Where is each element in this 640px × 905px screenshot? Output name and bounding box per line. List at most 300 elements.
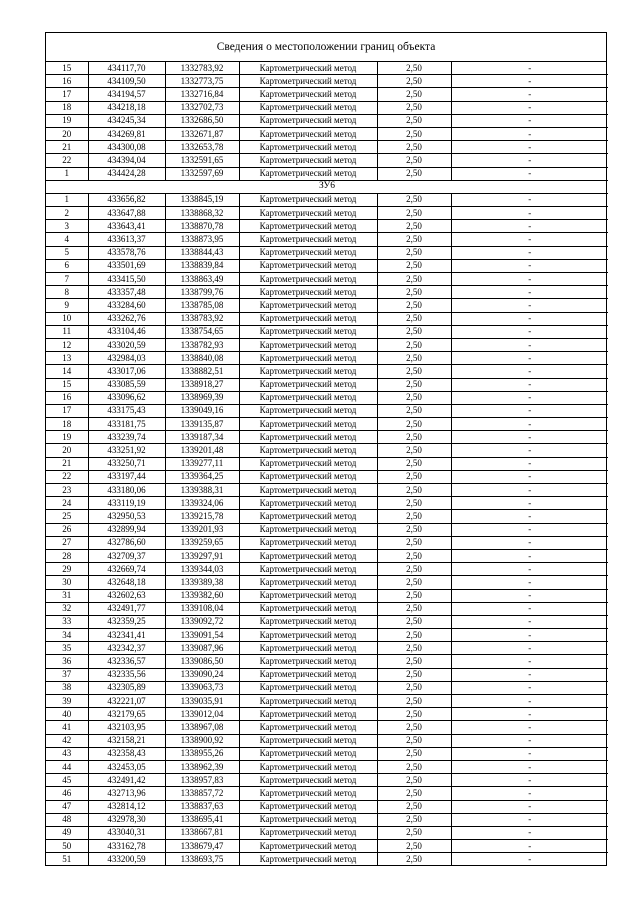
point-number: 51 bbox=[46, 853, 88, 866]
precision-cell: 2,50 bbox=[377, 207, 451, 220]
table-row bbox=[46, 114, 608, 127]
coord-x: 432950,53 bbox=[88, 510, 165, 523]
point-number: 1 bbox=[46, 167, 88, 180]
coord-x: 433643,41 bbox=[88, 220, 165, 233]
table-row bbox=[46, 286, 608, 299]
precision-cell: 2,50 bbox=[377, 576, 451, 589]
method-cell: Картометрический метод bbox=[239, 457, 377, 470]
coord-y: 1338967,08 bbox=[165, 721, 239, 734]
point-number: 19 bbox=[46, 114, 88, 127]
coord-y: 1339215,78 bbox=[165, 510, 239, 523]
point-number: 1 bbox=[46, 193, 88, 206]
coord-x: 432984,03 bbox=[88, 352, 165, 365]
description-cell: - bbox=[451, 536, 608, 549]
point-number: 11 bbox=[46, 325, 88, 338]
coord-y: 1332597,69 bbox=[165, 167, 239, 180]
method-cell: Картометрический метод bbox=[239, 826, 377, 839]
description-cell: - bbox=[451, 154, 608, 167]
table-row bbox=[46, 787, 608, 800]
precision-cell: 2,50 bbox=[377, 220, 451, 233]
point-number: 14 bbox=[46, 365, 88, 378]
description-cell: - bbox=[451, 338, 608, 351]
description-cell: - bbox=[451, 207, 608, 220]
precision-cell: 2,50 bbox=[377, 708, 451, 721]
point-number: 16 bbox=[46, 391, 88, 404]
table-row bbox=[46, 734, 608, 747]
table-row bbox=[46, 207, 608, 220]
coord-y: 1338695,41 bbox=[165, 813, 239, 826]
point-number: 31 bbox=[46, 589, 88, 602]
precision-cell: 2,50 bbox=[377, 589, 451, 602]
coord-x: 433578,76 bbox=[88, 246, 165, 259]
description-cell: - bbox=[451, 444, 608, 457]
point-number: 44 bbox=[46, 760, 88, 773]
precision-cell: 2,50 bbox=[377, 378, 451, 391]
precision-cell: 2,50 bbox=[377, 853, 451, 866]
coord-y: 1339035,91 bbox=[165, 695, 239, 708]
description-cell: - bbox=[451, 721, 608, 734]
point-number: 20 bbox=[46, 444, 88, 457]
description-cell: - bbox=[451, 88, 608, 101]
precision-cell: 2,50 bbox=[377, 312, 451, 325]
coord-x: 433180,06 bbox=[88, 484, 165, 497]
table-row bbox=[46, 615, 608, 628]
table-row bbox=[46, 589, 608, 602]
precision-cell: 2,50 bbox=[377, 655, 451, 668]
coord-y: 1332783,92 bbox=[165, 62, 239, 75]
coord-y: 1338785,08 bbox=[165, 299, 239, 312]
coord-y: 1338799,76 bbox=[165, 286, 239, 299]
table-row bbox=[46, 602, 608, 615]
precision-cell: 2,50 bbox=[377, 154, 451, 167]
coord-y: 1338839,84 bbox=[165, 259, 239, 272]
coord-y: 1339277,11 bbox=[165, 457, 239, 470]
precision-cell: 2,50 bbox=[377, 246, 451, 259]
method-cell: Картометрический метод bbox=[239, 378, 377, 391]
description-cell: - bbox=[451, 484, 608, 497]
coord-x: 432103,95 bbox=[88, 721, 165, 734]
coord-x: 434245,34 bbox=[88, 114, 165, 127]
table-row bbox=[46, 352, 608, 365]
precision-cell: 2,50 bbox=[377, 391, 451, 404]
table-title: Сведения о местоположении границ объекта bbox=[46, 33, 606, 62]
method-cell: Картометрический метод bbox=[239, 523, 377, 536]
description-cell: - bbox=[451, 391, 608, 404]
point-number: 27 bbox=[46, 536, 88, 549]
table-row bbox=[46, 840, 608, 853]
table-row bbox=[46, 708, 608, 721]
point-number: 29 bbox=[46, 563, 88, 576]
coord-x: 434394,04 bbox=[88, 154, 165, 167]
point-number: 42 bbox=[46, 734, 88, 747]
coord-x: 433040,31 bbox=[88, 826, 165, 839]
precision-cell: 2,50 bbox=[377, 75, 451, 88]
description-cell: - bbox=[451, 365, 608, 378]
method-cell: Картометрический метод bbox=[239, 444, 377, 457]
precision-cell: 2,50 bbox=[377, 418, 451, 431]
table-row bbox=[46, 813, 608, 826]
coord-x: 434194,57 bbox=[88, 88, 165, 101]
description-cell: - bbox=[451, 576, 608, 589]
point-number: 37 bbox=[46, 668, 88, 681]
method-cell: Картометрический метод bbox=[239, 312, 377, 325]
description-cell: - bbox=[451, 127, 608, 140]
precision-cell: 2,50 bbox=[377, 668, 451, 681]
method-cell: Картометрический метод bbox=[239, 536, 377, 549]
coord-x: 432359,25 bbox=[88, 615, 165, 628]
precision-cell: 2,50 bbox=[377, 167, 451, 180]
table-row bbox=[46, 629, 608, 642]
method-cell: Картометрический метод bbox=[239, 338, 377, 351]
method-cell: Картометрический метод bbox=[239, 576, 377, 589]
method-cell: Картометрический метод bbox=[239, 220, 377, 233]
coord-y: 1338957,83 bbox=[165, 774, 239, 787]
point-number: 12 bbox=[46, 338, 88, 351]
point-number: 30 bbox=[46, 576, 88, 589]
coord-y: 1339135,87 bbox=[165, 418, 239, 431]
coord-y: 1338955,26 bbox=[165, 747, 239, 760]
description-cell: - bbox=[451, 457, 608, 470]
precision-cell: 2,50 bbox=[377, 629, 451, 642]
point-number: 50 bbox=[46, 840, 88, 853]
coord-x: 433181,75 bbox=[88, 418, 165, 431]
coord-y: 1332716,84 bbox=[165, 88, 239, 101]
method-cell: Картометрический метод bbox=[239, 813, 377, 826]
description-cell: - bbox=[451, 114, 608, 127]
point-number: 33 bbox=[46, 615, 88, 628]
description-cell: - bbox=[451, 695, 608, 708]
coord-x: 432336,57 bbox=[88, 655, 165, 668]
point-number: 19 bbox=[46, 431, 88, 444]
method-cell: Картометрический метод bbox=[239, 431, 377, 444]
coord-y: 1339092,72 bbox=[165, 615, 239, 628]
method-cell: Картометрический метод bbox=[239, 787, 377, 800]
coord-y: 1339388,31 bbox=[165, 484, 239, 497]
coord-y: 1338863,49 bbox=[165, 273, 239, 286]
coord-y: 1338857,72 bbox=[165, 787, 239, 800]
coord-y: 1338667,81 bbox=[165, 826, 239, 839]
description-cell: - bbox=[451, 840, 608, 853]
table-row bbox=[46, 695, 608, 708]
coord-y: 1338969,39 bbox=[165, 391, 239, 404]
coord-y: 1338870,78 bbox=[165, 220, 239, 233]
coord-x: 434300,08 bbox=[88, 141, 165, 154]
precision-cell: 2,50 bbox=[377, 273, 451, 286]
precision-cell: 2,50 bbox=[377, 325, 451, 338]
coord-x: 434218,18 bbox=[88, 101, 165, 114]
point-number: 3 bbox=[46, 220, 88, 233]
table-row bbox=[46, 378, 608, 391]
table-row bbox=[46, 760, 608, 773]
table-row bbox=[46, 325, 608, 338]
point-number: 16 bbox=[46, 75, 88, 88]
method-cell: Картометрический метод bbox=[239, 114, 377, 127]
precision-cell: 2,50 bbox=[377, 457, 451, 470]
coord-x: 432602,63 bbox=[88, 589, 165, 602]
method-cell: Картометрический метод bbox=[239, 233, 377, 246]
point-number: 39 bbox=[46, 695, 88, 708]
method-cell: Картометрический метод bbox=[239, 681, 377, 694]
description-cell: - bbox=[451, 431, 608, 444]
table-row bbox=[46, 193, 608, 206]
section-row bbox=[46, 180, 608, 193]
description-cell: - bbox=[451, 497, 608, 510]
coord-y: 1338679,47 bbox=[165, 840, 239, 853]
point-number: 21 bbox=[46, 141, 88, 154]
coord-x: 433239,74 bbox=[88, 431, 165, 444]
method-cell: Картометрический метод bbox=[239, 840, 377, 853]
precision-cell: 2,50 bbox=[377, 721, 451, 734]
section-label: ЗУ6 bbox=[46, 180, 608, 193]
table-row bbox=[46, 391, 608, 404]
method-cell: Картометрический метод bbox=[239, 629, 377, 642]
description-cell: - bbox=[451, 602, 608, 615]
method-cell: Картометрический метод bbox=[239, 418, 377, 431]
point-number: 5 bbox=[46, 246, 88, 259]
coord-x: 433162,78 bbox=[88, 840, 165, 853]
table-row bbox=[46, 510, 608, 523]
table-row bbox=[46, 563, 608, 576]
table-row bbox=[46, 747, 608, 760]
method-cell: Картометрический метод bbox=[239, 259, 377, 272]
point-number: 28 bbox=[46, 549, 88, 562]
table-row bbox=[46, 233, 608, 246]
coord-x: 432669,74 bbox=[88, 563, 165, 576]
coord-y: 1339049,16 bbox=[165, 404, 239, 417]
coord-y: 1339187,34 bbox=[165, 431, 239, 444]
coord-x: 432305,89 bbox=[88, 681, 165, 694]
coord-x: 433096,62 bbox=[88, 391, 165, 404]
table-row bbox=[46, 642, 608, 655]
description-cell: - bbox=[451, 681, 608, 694]
precision-cell: 2,50 bbox=[377, 114, 451, 127]
point-number: 22 bbox=[46, 154, 88, 167]
point-number: 7 bbox=[46, 273, 88, 286]
coord-x: 433197,44 bbox=[88, 470, 165, 483]
coord-x: 433415,50 bbox=[88, 273, 165, 286]
coord-x: 432179,65 bbox=[88, 708, 165, 721]
table-row bbox=[46, 312, 608, 325]
table-row bbox=[46, 259, 608, 272]
table-row bbox=[46, 576, 608, 589]
table-row bbox=[46, 484, 608, 497]
coord-y: 1338837,63 bbox=[165, 800, 239, 813]
coord-x: 432709,37 bbox=[88, 549, 165, 562]
description-cell: - bbox=[451, 549, 608, 562]
coord-y: 1338868,32 bbox=[165, 207, 239, 220]
coord-y: 1339389,38 bbox=[165, 576, 239, 589]
description-cell: - bbox=[451, 299, 608, 312]
description-cell: - bbox=[451, 220, 608, 233]
table-row bbox=[46, 826, 608, 839]
table-row bbox=[46, 444, 608, 457]
method-cell: Картометрический метод bbox=[239, 668, 377, 681]
coord-y: 1338845,19 bbox=[165, 193, 239, 206]
precision-cell: 2,50 bbox=[377, 352, 451, 365]
point-number: 45 bbox=[46, 774, 88, 787]
method-cell: Картометрический метод bbox=[239, 246, 377, 259]
table-row bbox=[46, 75, 608, 88]
coord-y: 1332686,50 bbox=[165, 114, 239, 127]
method-cell: Картометрический метод bbox=[239, 365, 377, 378]
method-cell: Картометрический метод bbox=[239, 721, 377, 734]
precision-cell: 2,50 bbox=[377, 470, 451, 483]
table-row bbox=[46, 101, 608, 114]
coord-x: 432491,77 bbox=[88, 602, 165, 615]
table-row bbox=[46, 470, 608, 483]
coord-y: 1338754,65 bbox=[165, 325, 239, 338]
table-row bbox=[46, 338, 608, 351]
table-row bbox=[46, 246, 608, 259]
precision-cell: 2,50 bbox=[377, 510, 451, 523]
coord-x: 432335,56 bbox=[88, 668, 165, 681]
description-cell: - bbox=[451, 747, 608, 760]
table-row bbox=[46, 141, 608, 154]
precision-cell: 2,50 bbox=[377, 365, 451, 378]
precision-cell: 2,50 bbox=[377, 127, 451, 140]
coord-x: 434269,81 bbox=[88, 127, 165, 140]
point-number: 4 bbox=[46, 233, 88, 246]
precision-cell: 2,50 bbox=[377, 774, 451, 787]
coord-y: 1338844,43 bbox=[165, 246, 239, 259]
description-cell: - bbox=[451, 418, 608, 431]
table-row bbox=[46, 220, 608, 233]
coord-y: 1332702,73 bbox=[165, 101, 239, 114]
description-cell: - bbox=[451, 259, 608, 272]
table-row bbox=[46, 431, 608, 444]
coord-y: 1339063,73 bbox=[165, 681, 239, 694]
table-row bbox=[46, 655, 608, 668]
coord-x: 433119,19 bbox=[88, 497, 165, 510]
point-number: 35 bbox=[46, 642, 88, 655]
description-cell: - bbox=[451, 668, 608, 681]
point-number: 32 bbox=[46, 602, 88, 615]
description-cell: - bbox=[451, 286, 608, 299]
coord-x: 432786,60 bbox=[88, 536, 165, 549]
coord-y: 1339324,06 bbox=[165, 497, 239, 510]
precision-cell: 2,50 bbox=[377, 286, 451, 299]
method-cell: Картометрический метод bbox=[239, 207, 377, 220]
coord-y: 1339090,24 bbox=[165, 668, 239, 681]
precision-cell: 2,50 bbox=[377, 431, 451, 444]
method-cell: Картометрический метод bbox=[239, 563, 377, 576]
description-cell: - bbox=[451, 404, 608, 417]
coord-y: 1339201,93 bbox=[165, 523, 239, 536]
coord-y: 1332591,65 bbox=[165, 154, 239, 167]
description-cell: - bbox=[451, 787, 608, 800]
table-row bbox=[46, 404, 608, 417]
method-cell: Картометрический метод bbox=[239, 141, 377, 154]
method-cell: Картометрический метод bbox=[239, 642, 377, 655]
point-number: 47 bbox=[46, 800, 88, 813]
table-row bbox=[46, 853, 608, 866]
description-cell: - bbox=[451, 800, 608, 813]
coord-y: 1338962,39 bbox=[165, 760, 239, 773]
coord-y: 1339297,91 bbox=[165, 549, 239, 562]
method-cell: Картометрический метод bbox=[239, 734, 377, 747]
table-row bbox=[46, 721, 608, 734]
method-cell: Картометрический метод bbox=[239, 497, 377, 510]
precision-cell: 2,50 bbox=[377, 484, 451, 497]
table-row bbox=[46, 418, 608, 431]
coord-x: 433251,92 bbox=[88, 444, 165, 457]
coord-y: 1338782,93 bbox=[165, 338, 239, 351]
description-cell: - bbox=[451, 615, 608, 628]
point-number: 6 bbox=[46, 259, 88, 272]
method-cell: Картометрический метод bbox=[239, 193, 377, 206]
description-cell: - bbox=[451, 708, 608, 721]
coord-y: 1338918,27 bbox=[165, 378, 239, 391]
method-cell: Картометрический метод bbox=[239, 352, 377, 365]
point-number: 20 bbox=[46, 127, 88, 140]
point-number: 17 bbox=[46, 88, 88, 101]
precision-cell: 2,50 bbox=[377, 695, 451, 708]
precision-cell: 2,50 bbox=[377, 299, 451, 312]
coord-x: 434424,28 bbox=[88, 167, 165, 180]
coord-x: 433175,43 bbox=[88, 404, 165, 417]
description-cell: - bbox=[451, 246, 608, 259]
method-cell: Картометрический метод bbox=[239, 391, 377, 404]
description-cell: - bbox=[451, 193, 608, 206]
method-cell: Картометрический метод bbox=[239, 88, 377, 101]
method-cell: Картометрический метод bbox=[239, 655, 377, 668]
precision-cell: 2,50 bbox=[377, 602, 451, 615]
point-number: 26 bbox=[46, 523, 88, 536]
table-row bbox=[46, 681, 608, 694]
coord-y: 1339091,54 bbox=[165, 629, 239, 642]
coord-y: 1339364,25 bbox=[165, 470, 239, 483]
method-cell: Картометрический метод bbox=[239, 127, 377, 140]
method-cell: Картометрический метод bbox=[239, 484, 377, 497]
precision-cell: 2,50 bbox=[377, 404, 451, 417]
coord-x: 432453,05 bbox=[88, 760, 165, 773]
precision-cell: 2,50 bbox=[377, 800, 451, 813]
point-number: 8 bbox=[46, 286, 88, 299]
description-cell: - bbox=[451, 470, 608, 483]
coord-x: 434109,50 bbox=[88, 75, 165, 88]
precision-cell: 2,50 bbox=[377, 826, 451, 839]
point-number: 40 bbox=[46, 708, 88, 721]
coord-x: 432814,12 bbox=[88, 800, 165, 813]
description-cell: - bbox=[451, 655, 608, 668]
coord-x: 433501,69 bbox=[88, 259, 165, 272]
method-cell: Картометрический метод bbox=[239, 273, 377, 286]
point-number: 9 bbox=[46, 299, 88, 312]
coord-x: 433200,59 bbox=[88, 853, 165, 866]
description-cell: - bbox=[451, 734, 608, 747]
precision-cell: 2,50 bbox=[377, 536, 451, 549]
point-number: 17 bbox=[46, 404, 88, 417]
point-number: 15 bbox=[46, 378, 88, 391]
coord-x: 432342,37 bbox=[88, 642, 165, 655]
description-cell: - bbox=[451, 642, 608, 655]
coord-y: 1339344,03 bbox=[165, 563, 239, 576]
precision-cell: 2,50 bbox=[377, 642, 451, 655]
description-cell: - bbox=[451, 352, 608, 365]
description-cell: - bbox=[451, 273, 608, 286]
coord-y: 1338840,08 bbox=[165, 352, 239, 365]
coord-x: 432491,42 bbox=[88, 774, 165, 787]
table-row bbox=[46, 127, 608, 140]
method-cell: Картометрический метод bbox=[239, 747, 377, 760]
table-row bbox=[46, 273, 608, 286]
point-number: 48 bbox=[46, 813, 88, 826]
boundary-table-page bbox=[45, 32, 607, 866]
method-cell: Картометрический метод bbox=[239, 470, 377, 483]
method-cell: Картометрический метод bbox=[239, 602, 377, 615]
precision-cell: 2,50 bbox=[377, 734, 451, 747]
coord-x: 434117,70 bbox=[88, 62, 165, 75]
